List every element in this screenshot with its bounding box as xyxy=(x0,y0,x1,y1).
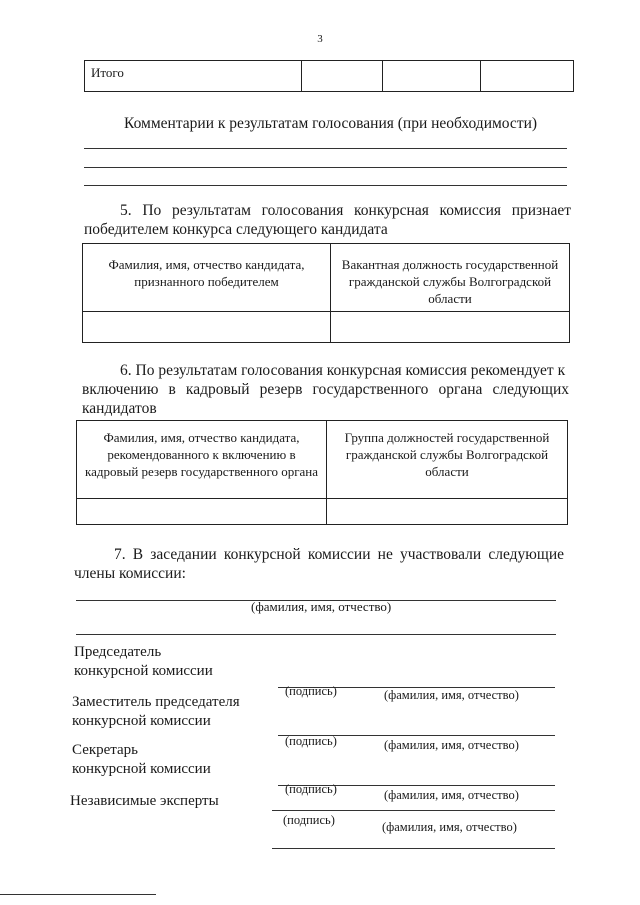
footnote-separator xyxy=(0,894,156,895)
reserve-name-header: Фамилия, имя, отчество кандидата, рекомендованного к включению в кадровый резерв государственного органа xyxy=(77,421,327,499)
section-5-paragraph xyxy=(84,201,571,239)
secretary-label xyxy=(72,741,211,779)
comment-line xyxy=(84,185,567,186)
winner-position-header: Вакантная должность государственной гражданской службы Волгоградской области xyxy=(331,244,570,312)
section-7-line: члены комиссии: xyxy=(74,565,186,582)
experts-label: Независимые эксперты xyxy=(70,793,219,809)
winner-table xyxy=(82,243,570,343)
secretary-label-line: конкурсной комиссии xyxy=(72,761,211,777)
reserve-name-cell xyxy=(77,499,327,525)
page-number: 3 xyxy=(317,33,323,45)
comments-heading: Комментарии к результатам голосования (при необходимости) xyxy=(124,115,538,132)
winner-name-header: Фамилия, имя, отчество кандидата, признанного победителем xyxy=(83,244,331,312)
deputy-name-caption: (фамилия, имя, отчество) xyxy=(384,738,519,752)
comment-line xyxy=(84,167,567,168)
expert-signature-caption: (подпись) xyxy=(283,813,335,827)
secretary-label-line: Секретарь xyxy=(72,742,139,758)
deputy-label xyxy=(72,693,240,731)
chairman-label xyxy=(74,643,213,681)
absent-members-line xyxy=(76,634,556,635)
summary-cell xyxy=(481,61,574,92)
chairman-name-caption: (фамилия, имя, отчество) xyxy=(384,688,519,702)
reserve-group-header: Группа должностей государственной гражданской службы Волгоградской области xyxy=(327,421,568,499)
winner-name-cell xyxy=(83,312,331,343)
deputy-label-line: Заместитель председателя xyxy=(72,694,240,710)
section-6-line: 6. По результатам голосования конкурсная комиссия рекомендует к xyxy=(120,362,566,379)
expert-name-caption: (фамилия, имя, отчество) xyxy=(382,820,517,834)
summary-cell xyxy=(302,61,383,92)
summary-label: Итого xyxy=(85,61,302,92)
section-7-line: 7. В заседании конкурсной комиссии не участвовали следующие xyxy=(114,546,564,563)
secretary-name-caption: (фамилия, имя, отчество) xyxy=(384,788,519,802)
reserve-table xyxy=(76,420,568,525)
section-5-line: 5. По результатам голосования конкурсная комиссия признает xyxy=(120,202,571,219)
summary-cell xyxy=(383,61,481,92)
deputy-signature-caption: (подпись) xyxy=(285,734,337,748)
absent-members-caption: (фамилия, имя, отчество) xyxy=(251,599,392,614)
section-6-line: включению в кадровый резерв государственного органа следующих xyxy=(82,381,569,398)
winner-position-cell xyxy=(331,312,570,343)
reserve-group-cell xyxy=(327,499,568,525)
comment-line xyxy=(84,148,567,149)
section-5-line: победителем конкурса следующего кандидата xyxy=(84,221,388,238)
expert-signature-line xyxy=(272,810,555,811)
section-6-paragraph xyxy=(82,361,569,418)
chairman-label-line: конкурсной комиссии xyxy=(74,663,213,679)
deputy-label-line: конкурсной комиссии xyxy=(72,713,211,729)
summary-table xyxy=(84,60,574,92)
expert-signature-line xyxy=(272,848,555,849)
section-7-paragraph xyxy=(74,545,564,583)
secretary-signature-caption: (подпись) xyxy=(285,782,337,796)
section-6-line: кандидатов xyxy=(82,400,157,417)
chairman-signature-caption: (подпись) xyxy=(285,684,337,698)
chairman-label-line: Председатель xyxy=(74,644,162,660)
